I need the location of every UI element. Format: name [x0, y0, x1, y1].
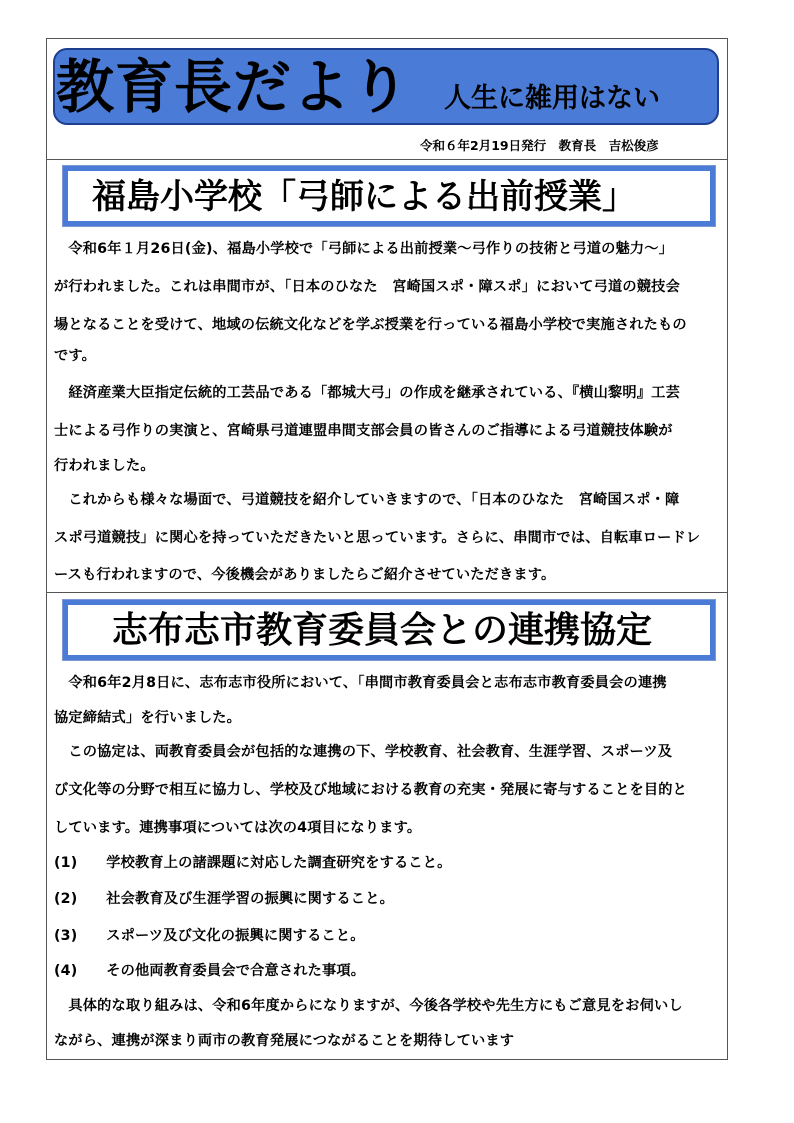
- section2-line: この協定は、両教育委員会が包括的な連携の下、学校教育、社会教育、生涯学習、スポーツ及: [54, 744, 673, 760]
- section1-line: です。: [54, 348, 97, 364]
- section2-list-item: (3) スポーツ及び文化の振興に関すること。: [54, 928, 365, 944]
- newsletter-title: 教育長だより: [56, 53, 411, 121]
- section1-line: 士による弓作りの実演と、宮崎県弓道連盟串間支部会員の皆さんのご指導による弓道競技体験が: [54, 423, 673, 439]
- section1-line: 令和6年１月26日(金)、福島小学校で「弓師による出前授業～弓作りの技術と弓道の魅力～」: [54, 241, 674, 257]
- section2-title: 志布志市教育委員会との連携協定: [112, 610, 653, 651]
- divider: [46, 592, 728, 593]
- section2-line: ながら、連携が深まり両市の教育発展につながることを期待しています: [54, 1033, 515, 1049]
- section2-line: 協定締結式」を行いました。: [54, 710, 242, 726]
- section1-line: 経済産業大臣指定伝統的工芸品である「都城大弓」の作成を継承されている、『横山黎明』工芸: [54, 385, 680, 401]
- newsletter-subtitle: 人生に雑用はない: [444, 83, 660, 114]
- issue-info: 令和６年2月19日発行 教育長 吉松俊彦: [420, 138, 659, 153]
- divider: [46, 159, 728, 160]
- section2-list-item: (1) 学校教育上の諸課題に対応した調査研究をすること。: [54, 855, 452, 871]
- section2-list-item: (4) その他両教育委員会で合意された事項。: [54, 963, 366, 979]
- section1-line: 行われました。: [54, 458, 155, 474]
- section2-line: び文化等の分野で相互に協力し、学校及び地域における教育の充実・発展に寄与することを目的と: [54, 782, 688, 798]
- section2-list-item: (2) 社会教育及び生涯学習の振興に関すること。: [54, 891, 394, 907]
- section1-line: が行われました。これは串間市が、「日本のひなた 宮崎国スポ・障スポ」において弓道の競技会: [54, 279, 680, 295]
- section1-line: スポ弓道競技」に関心を持っていただきたいと思っています。さらに、串間市では、自転車ロードレ: [54, 530, 701, 546]
- section2-line: しています。連携事項については次の4項目になります。: [54, 820, 422, 836]
- section1-line: ースも行われますので、今後機会がありましたらご紹介させていただきます。: [54, 567, 556, 583]
- section1-line: これからも様々な場面で、弓道競技を紹介していきますので、「日本のひなた 宮崎国スポ・障: [54, 492, 680, 508]
- section1-line: 場となることを受けて、地域の伝統文化などを学ぶ授業を行っている福島小学校で実施されたもの: [54, 317, 687, 333]
- section2-line: 具体的な取り組みは、令和6年度からになりますが、今後各学校や先生方にもご意見をお伺いし: [54, 998, 683, 1014]
- section1-title: 福島小学校「弓師による出前授業」: [92, 177, 636, 217]
- section2-line: 令和6年2月8日に、志布志市役所において、「串間市教育委員会と志布志市教育委員会の連携: [54, 675, 667, 691]
